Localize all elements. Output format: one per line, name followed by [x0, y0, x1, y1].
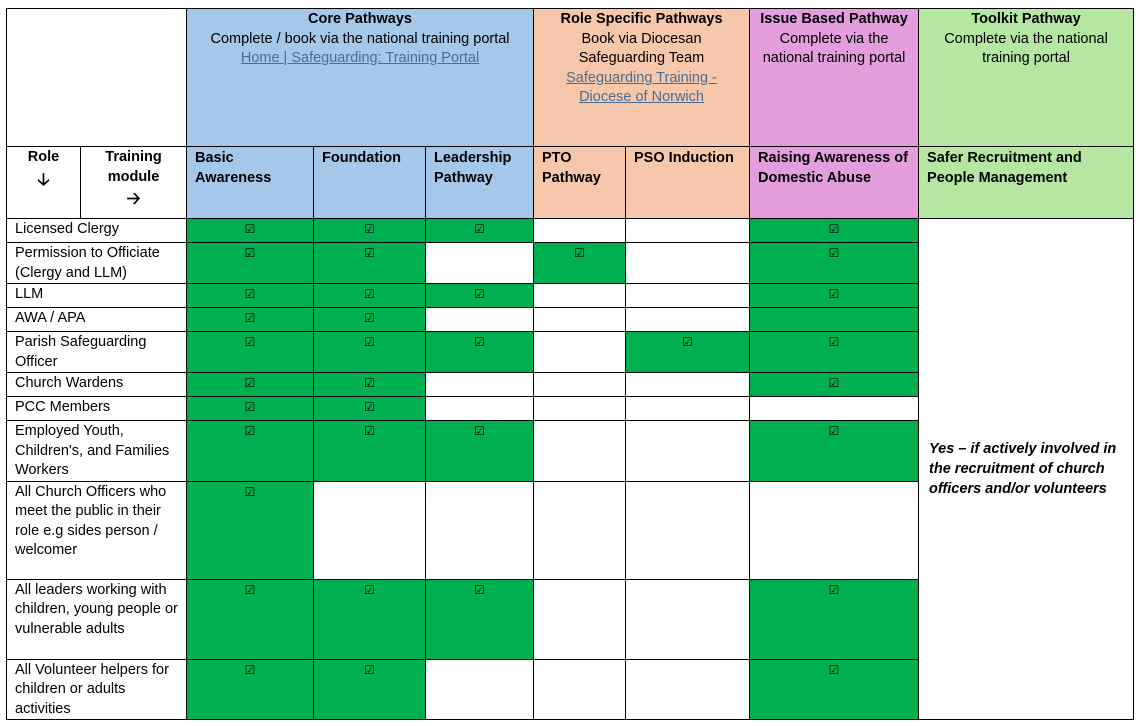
core-pathways-header: [187, 9, 534, 147]
checkbox-checked-icon: ☑: [828, 582, 840, 597]
checkbox-checked-icon: ☑: [474, 424, 485, 438]
requirement-cell-empty: [626, 481, 750, 579]
checkbox-checked-icon: ☑: [244, 400, 256, 414]
checkbox-checked-icon: ☑: [574, 246, 585, 260]
requirement-cell-required: [314, 284, 426, 308]
checkbox-checked-icon: ☑: [364, 335, 375, 349]
requirement-cell-empty: [750, 481, 919, 579]
checkbox-checked-icon: ☑: [828, 246, 840, 260]
requirement-cell-empty: [534, 481, 626, 579]
requirement-cell-required: [426, 579, 534, 659]
requirement-cell-empty: [626, 421, 750, 482]
requirement-cell-required: [426, 332, 534, 373]
checkbox-checked-icon: ☑: [828, 376, 840, 390]
pathway-description: Complete / book via the national training portal: [210, 30, 510, 47]
requirement-cell-required: [750, 219, 919, 243]
requirement-cell-empty: [534, 219, 626, 243]
checkbox-checked-icon: ☑: [828, 335, 840, 349]
checkbox-checked-icon: ☑: [474, 335, 485, 349]
role-name: Licensed Clergy: [7, 219, 187, 243]
requirement-cell-empty: [534, 397, 626, 421]
requirement-cell-required: [187, 219, 314, 243]
role-name: LLM: [7, 284, 187, 308]
role-header: [7, 147, 81, 219]
checkbox-checked-icon: ☑: [364, 662, 375, 677]
role-name: Church Wardens: [7, 373, 187, 397]
checkbox-checked-icon: ☑: [364, 287, 375, 301]
requirement-cell-required: [750, 373, 919, 397]
checkbox-checked-icon: ☑: [364, 424, 375, 438]
checkbox-checked-icon: ☑: [244, 222, 256, 236]
requirement-cell-required: [750, 332, 919, 373]
role-name: Permission to Officiate (Clergy and LLM): [7, 243, 187, 284]
checkbox-checked-icon: ☑: [364, 376, 375, 390]
pathway-title: Core Pathways: [308, 11, 412, 27]
training-portal-link[interactable]: Home | Safeguarding: Training Portal: [240, 50, 480, 66]
blank-corner-cell: [7, 9, 187, 147]
requirement-cell-required: [187, 373, 314, 397]
module-leadership-pathway: Leadership Pathway: [426, 147, 534, 219]
role-header-label: Role: [27, 149, 60, 165]
requirement-cell-empty: [314, 481, 426, 579]
requirement-cell-required: [626, 332, 750, 373]
checkbox-checked-icon: ☑: [244, 424, 256, 438]
module-header-row: [7, 147, 1134, 219]
requirement-cell-required: [750, 579, 919, 659]
requirement-cell-empty: [426, 481, 534, 579]
checkbox-checked-icon: ☑: [828, 424, 840, 438]
checkbox-checked-icon: ☑: [244, 376, 256, 390]
checkbox-checked-icon: ☑: [244, 287, 256, 301]
pathway-title: Role Specific Pathways: [560, 11, 723, 27]
requirement-cell-required: [314, 659, 426, 720]
requirement-cell-required: [426, 284, 534, 308]
module-pto-pathway: PTO Pathway: [534, 147, 626, 219]
checkbox-checked-icon: ☑: [474, 287, 485, 301]
requirement-cell-required: [750, 308, 919, 332]
requirement-cell-required: [750, 659, 919, 720]
checkbox-checked-icon: ☑: [474, 582, 485, 597]
requirement-cell-required: [187, 308, 314, 332]
requirement-cell-required: [187, 481, 314, 579]
requirement-cell-empty: [626, 373, 750, 397]
requirement-cell-empty: [626, 659, 750, 720]
pathway-title: Issue Based Pathway: [760, 11, 908, 27]
toolkit-pathway-header: [919, 9, 1134, 147]
diocese-training-link[interactable]: Safeguarding Training - Diocese of Norwich: [566, 69, 717, 105]
requirement-cell-required: [750, 284, 919, 308]
requirement-cell-required: [314, 373, 426, 397]
requirement-cell-empty: [534, 308, 626, 332]
checkbox-checked-icon: ☑: [364, 222, 375, 236]
checkbox-checked-icon: ☑: [828, 222, 840, 236]
role-specific-pathways-header: [534, 9, 750, 147]
checkbox-checked-icon: ☑: [828, 662, 840, 677]
table-row: [7, 219, 1134, 243]
training-module-header-label: Training module: [105, 149, 162, 185]
training-module-header: [81, 147, 187, 219]
requirement-cell-empty: [426, 243, 534, 284]
requirement-cell-empty: [750, 397, 919, 421]
toolkit-requirement-note: Yes – if actively involved in the recruitment of church officers and/or volunteers: [919, 219, 1134, 720]
role-name: Parish Safeguarding Officer: [7, 332, 187, 373]
requirement-cell-required: [314, 397, 426, 421]
requirement-cell-empty: [626, 308, 750, 332]
requirement-cell-required: [314, 579, 426, 659]
checkbox-checked-icon: ☑: [244, 335, 256, 349]
requirement-cell-required: [314, 332, 426, 373]
requirement-cell-required: [187, 659, 314, 720]
requirement-cell-empty: [534, 332, 626, 373]
requirement-cell-empty: [626, 397, 750, 421]
requirement-cell-required: [426, 421, 534, 482]
checkbox-checked-icon: ☑: [364, 246, 375, 260]
requirement-cell-empty: [426, 308, 534, 332]
checkbox-checked-icon: ☑: [244, 484, 256, 499]
checkbox-checked-icon: ☑: [828, 287, 840, 301]
requirement-cell-empty: [426, 373, 534, 397]
requirement-cell-required: [187, 243, 314, 284]
role-name: PCC Members: [7, 397, 187, 421]
checkbox-checked-icon: ☑: [682, 335, 693, 349]
checkbox-checked-icon: ☑: [244, 662, 256, 677]
requirement-cell-empty: [534, 284, 626, 308]
checkbox-checked-icon: ☑: [244, 582, 256, 597]
requirement-cell-required: [187, 332, 314, 373]
requirement-cell-empty: [426, 659, 534, 720]
requirement-cell-empty: [626, 579, 750, 659]
requirement-cell-required: [750, 243, 919, 284]
module-basic-awareness: Basic Awareness: [187, 147, 314, 219]
checkbox-checked-icon: ☑: [474, 222, 485, 236]
pathway-description: Complete via the national training portal: [762, 30, 906, 66]
role-name: Employed Youth, Children's, and Families Workers: [7, 421, 187, 482]
requirement-cell-required: [750, 421, 919, 482]
issue-based-pathway-header: [750, 9, 919, 147]
checkbox-checked-icon: ☑: [244, 246, 256, 260]
module-pso-induction: PSO Induction: [626, 147, 750, 219]
checkbox-checked-icon: ☑: [244, 311, 256, 325]
role-name: All leaders working with children, young people or vulnerable adults: [7, 579, 187, 659]
pathway-description: Safeguarding Team: [578, 50, 705, 66]
training-pathways-table: [6, 8, 1134, 720]
role-name: All Church Officers who meet the public in their role e.g sides person / welcomer: [7, 481, 187, 579]
checkbox-checked-icon: ☑: [364, 400, 375, 414]
module-domestic-abuse: Raising Awareness of Domestic Abuse: [750, 147, 919, 219]
requirement-cell-empty: [626, 243, 750, 284]
requirement-cell-required: [534, 243, 626, 284]
checkbox-checked-icon: ☑: [364, 582, 375, 597]
requirement-cell-required: [187, 421, 314, 482]
requirement-cell-empty: [626, 219, 750, 243]
requirement-cell-empty: [534, 579, 626, 659]
requirement-cell-required: [314, 243, 426, 284]
requirement-cell-required: [187, 284, 314, 308]
role-name: AWA / APA: [7, 308, 187, 332]
arrow-right-icon: 🡢: [126, 189, 141, 209]
requirement-cell-empty: [626, 284, 750, 308]
requirement-cell-required: [314, 219, 426, 243]
requirement-cell-required: [187, 579, 314, 659]
requirement-cell-empty: [534, 659, 626, 720]
requirement-cell-required: [314, 308, 426, 332]
pathway-header-row: [7, 9, 1134, 147]
module-foundation: Foundation: [314, 147, 426, 219]
module-safer-recruitment: Safer Recruitment and People Management: [919, 147, 1134, 219]
requirement-cell-required: [426, 219, 534, 243]
pathway-description: Complete via the national training portal: [944, 30, 1108, 66]
role-name: All Volunteer helpers for children or adults activities: [7, 659, 187, 720]
requirement-cell-required: [314, 421, 426, 482]
arrow-down-icon: 🡣: [37, 169, 50, 190]
pathway-title: Toolkit Pathway: [971, 11, 1081, 27]
requirement-cell-required: [187, 397, 314, 421]
checkbox-checked-icon: ☑: [364, 311, 375, 325]
requirement-cell-empty: [534, 421, 626, 482]
requirement-cell-empty: [534, 373, 626, 397]
pathway-description: Book via Diocesan: [581, 30, 702, 47]
requirement-cell-empty: [426, 397, 534, 421]
